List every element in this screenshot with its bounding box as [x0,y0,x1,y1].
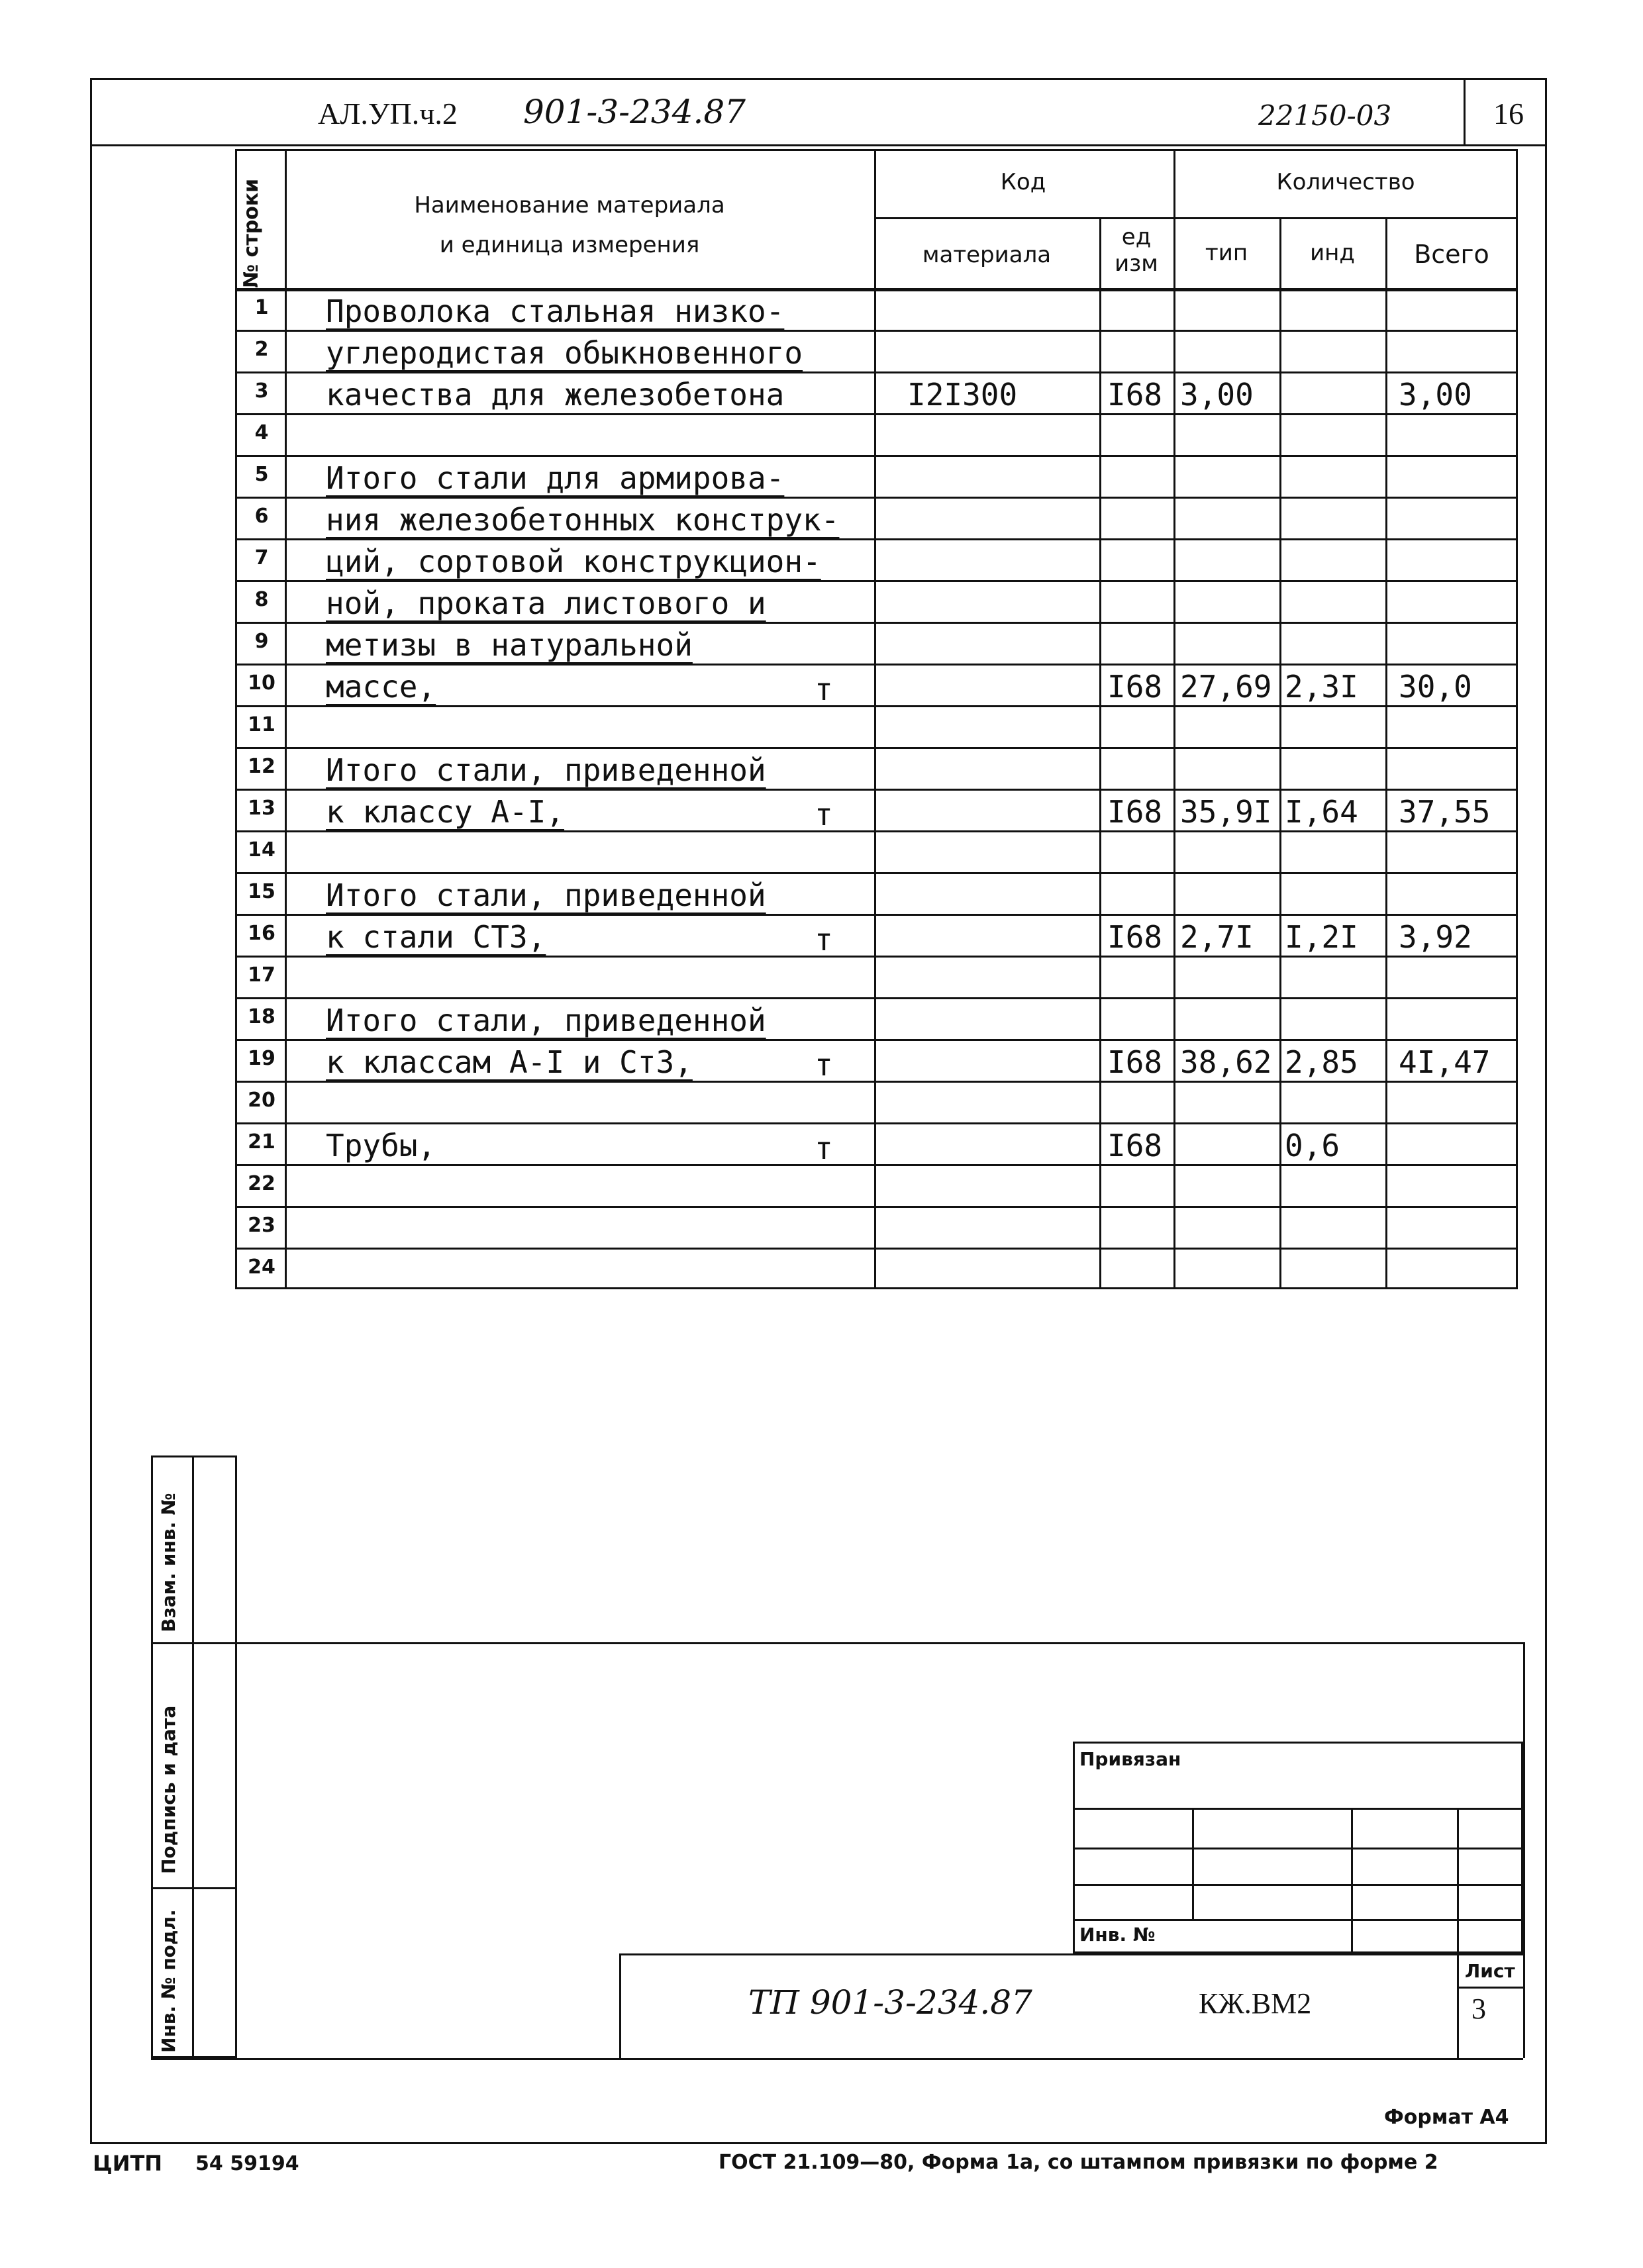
table-row-line-2 [235,371,1518,373]
row-qty-ind: I,2I [1285,919,1358,955]
table-row-line-10 [235,705,1518,707]
header-qty-type: тип [1205,240,1248,266]
table-row-line-4 [235,455,1518,457]
row-number: 8 [254,588,269,611]
row-name: качества для железобетона [326,377,785,413]
header-series: АЛ.УП.ч.2 [318,97,458,130]
table-row-line-14 [235,872,1518,874]
title-mark: КЖ.ВМ2 [1199,1987,1312,2020]
row-unit-suffix: т [815,1047,833,1083]
row-name: ций, сортовой конструкцион- [326,544,821,579]
header-name-line2: и единица измерения [439,232,700,258]
row-qty-total: 3,00 [1399,377,1472,413]
row-number: 1 [254,296,269,319]
row-unit-suffix: т [815,922,833,958]
row-name: Проволока стальная низко- [326,293,785,329]
row-unit: I68 [1107,919,1163,955]
table-header-bottom [235,288,1518,291]
row-number: 16 [248,922,275,945]
row-unit: I68 [1107,794,1163,830]
bottom-area-bottom [151,2058,1523,2060]
row-number: 21 [248,1130,275,1154]
binding-line-1 [1073,1808,1523,1810]
header-project: 901-3-234.87 [523,93,746,131]
row-number: 12 [248,755,275,778]
binding-vline-1 [1192,1808,1194,1919]
header-page-divider [1464,78,1466,144]
row-name: Трубы, [326,1128,436,1163]
table-col-line-1 [874,149,876,1289]
row-qty-ind: 2,85 [1285,1044,1358,1080]
header-page-number: 16 [1493,97,1524,130]
row-name: к классам А-I и Ст3, [326,1044,693,1080]
side-stamp-sep-2 [151,1887,237,1889]
row-qty-type: 38,62 [1180,1044,1272,1080]
title-designation: ТП 901-3-234.87 [748,1983,1032,2022]
row-name: к стали СТ3, [326,919,546,955]
row-name: массе, [326,669,436,705]
title-block-top [619,1953,1523,1955]
table-row-line-1 [235,330,1518,332]
footer-publisher: ЦИТП [93,2151,163,2176]
left-binding-line [90,78,92,449]
row-number: 13 [248,797,275,820]
row-unit: I68 [1107,669,1163,705]
table-col-line-5 [1385,217,1387,1289]
table-row-line-22 [235,1206,1518,1208]
row-number: 2 [254,338,269,361]
header-code: Код [1000,169,1046,195]
table-row-line-17 [235,997,1518,999]
row-name: к классу А-I, [326,794,565,830]
row-qty-total: 4I,47 [1399,1044,1491,1080]
header-qty-total: Всего [1414,240,1489,269]
binding-line-4 [1073,1919,1523,1921]
row-name: Итого стали, приведенной [326,877,766,913]
table-row-line-3 [235,413,1518,415]
header-row-no: № строки [240,178,263,288]
header-code-unit-1: ед [1121,224,1152,250]
row-number: 5 [254,463,269,486]
side-vzam-inv: Взам. инв. № [158,1493,179,1632]
table-header-mid [874,217,1518,219]
title-block-sheet-divider [1457,1953,1459,2058]
header-quantity: Количество [1276,169,1415,195]
table-row-line-12 [235,789,1518,791]
row-number: 4 [254,421,269,444]
row-number: 17 [248,963,275,987]
row-name: углеродистая обыкновенного [326,335,803,371]
row-number: 7 [254,546,269,569]
row-qty-type: 2,7I [1180,919,1254,955]
row-number: 9 [254,630,269,653]
header-name: Наименование материала [414,192,725,219]
row-number: 24 [248,1256,275,1279]
row-qty-ind: I,64 [1285,794,1358,830]
row-name: Итого стали для армирова- [326,460,785,496]
row-qty-ind: 0,6 [1285,1128,1340,1163]
binding-privyazan: Привязан [1079,1748,1181,1770]
row-unit: I68 [1107,377,1163,413]
row-qty-total: 30,0 [1399,669,1472,705]
binding-inv-no: Инв. № [1079,1924,1156,1946]
row-number: 19 [248,1047,275,1070]
title-block-left [619,1953,621,2058]
header-bottom-line [90,144,1547,146]
table-row-line-11 [235,747,1518,749]
bottom-area-left [235,1642,237,2058]
row-number: 14 [248,838,275,862]
side-podpis-data: Подпись и дата [158,1705,179,1874]
table-col-line-4 [1279,217,1281,1289]
row-name: Итого стали, приведенной [326,1003,766,1038]
row-code: I2I300 [907,377,1018,413]
title-sheet-label: Лист [1465,1960,1515,1982]
row-unit: I68 [1107,1044,1163,1080]
row-unit: I68 [1107,1128,1163,1163]
row-number: 20 [248,1089,275,1112]
bottom-area-right [1523,1642,1525,2058]
binding-vline-2 [1351,1808,1353,1953]
row-unit-suffix: т [815,671,833,707]
row-name: метизы в натуральной [326,627,693,663]
side-stamp-sep-1 [151,1642,237,1644]
row-qty-total: 3,92 [1399,919,1472,955]
header-doc-number: 22150-03 [1258,99,1392,132]
table-row-line-15 [235,914,1518,916]
row-name: ной, проката листового и [326,585,766,621]
title-sheet-no: 3 [1471,1993,1486,2025]
binding-line-3 [1073,1884,1523,1886]
binding-vline-3 [1457,1808,1459,1953]
row-number: 11 [248,713,275,736]
row-number: 3 [254,379,269,403]
side-inv-podl: Инв. № подл. [158,1909,179,2053]
row-number: 18 [248,1005,275,1028]
row-name: Итого стали, приведенной [326,752,766,788]
side-stamp-divider [192,1455,194,2058]
footer-order: 54 59194 [195,2152,299,2175]
row-number: 23 [248,1214,275,1237]
row-name: ния железобетонных конструк- [326,502,840,538]
row-unit-suffix: т [815,797,833,832]
footer-standard: ГОСТ 21.109—80, Форма 1а, со штампом привязки по форме 2 [719,2151,1438,2174]
table-row-line-9 [235,664,1518,666]
table-row-line-5 [235,497,1518,499]
title-block-sheet-sep [1457,1987,1523,1989]
table-row-line-20 [235,1122,1518,1124]
table-row-line-19 [235,1081,1518,1083]
row-number: 10 [248,671,275,695]
row-qty-ind: 2,3I [1285,669,1358,705]
row-number: 22 [248,1172,275,1195]
row-qty-type: 35,9I [1180,794,1272,830]
table-row-line-8 [235,622,1518,624]
binding-line-2 [1073,1848,1523,1849]
table-row-line-6 [235,538,1518,540]
table-row-line-13 [235,830,1518,832]
table-row-line-21 [235,1164,1518,1166]
row-qty-type: 27,69 [1180,669,1272,705]
table-col-line-3 [1173,149,1175,1289]
footer-format: Формат А4 [1384,2106,1509,2129]
table-row-line-16 [235,956,1518,958]
row-number: 6 [254,505,269,528]
bottom-area-top [235,1642,1523,1644]
row-qty-type: 3,00 [1180,377,1254,413]
row-qty-total: 37,55 [1399,794,1491,830]
row-number: 15 [248,880,275,903]
table-row-line-23 [235,1248,1518,1250]
header-code-material: материала [922,242,1052,268]
table-row-line-7 [235,580,1518,582]
table-row-line-18 [235,1039,1518,1041]
table-col-line-2 [1099,217,1101,1289]
row-unit-suffix: т [815,1130,833,1166]
header-code-unit-2: изм [1115,250,1158,277]
header-qty-ind: инд [1310,240,1355,266]
